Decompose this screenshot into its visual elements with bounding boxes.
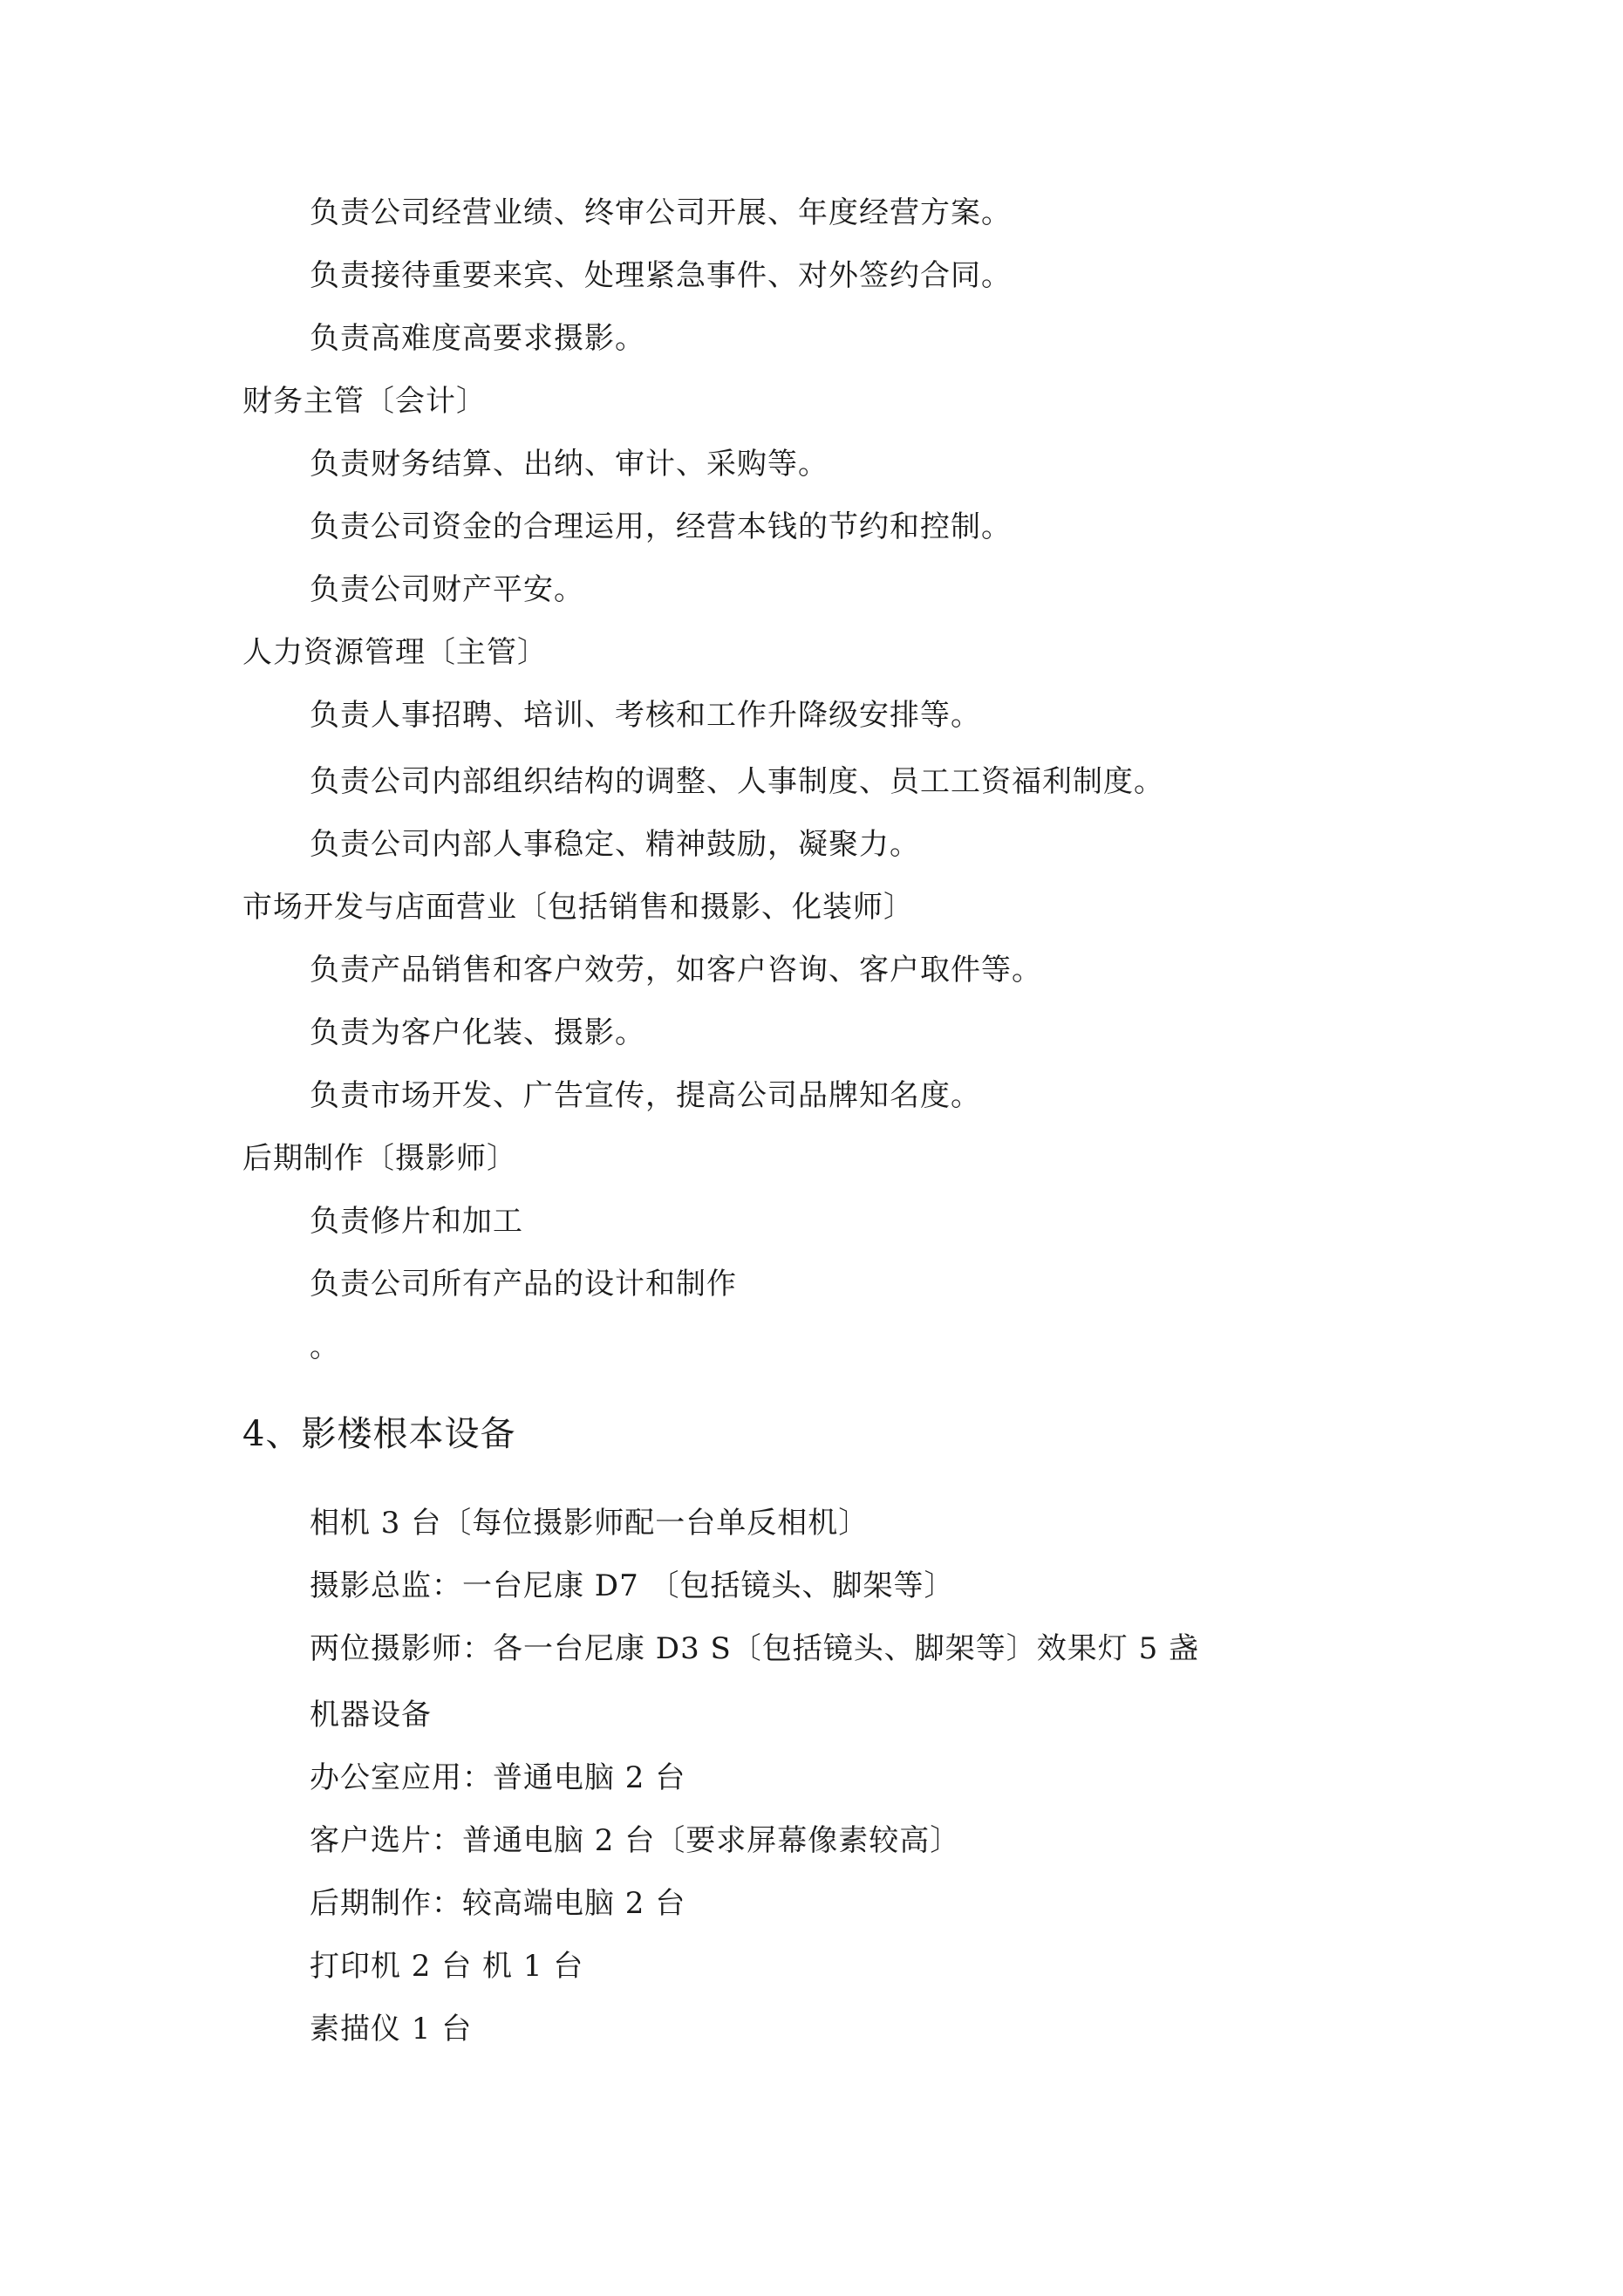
text-line: 负责公司所有产品的设计和制作 <box>310 1267 737 1302</box>
role-heading: 后期制作〔摄影师〕 <box>242 1141 517 1176</box>
equipment-line: 办公室应用：普通电脑 2 台 <box>310 1760 686 1795</box>
equipment-line: 素描仪 1 台 <box>310 2012 473 2047</box>
text-line: 负责财务结算、出纳、审计、采购等。 <box>310 447 829 482</box>
text-line: 负责产品销售和客户效劳，如客户咨询、客户取件等。 <box>310 953 1042 987</box>
equipment-line: 摄影总监：一台尼康 D7 〔包括镜头、脚架等〕 <box>310 1568 955 1603</box>
text-line: 负责公司财产平安。 <box>310 572 584 607</box>
equipment-line: 客户选片：普通电脑 2 台〔要求屏幕像素较高〕 <box>310 1823 961 1858</box>
equipment-line: 机器设备 <box>310 1698 432 1732</box>
text-line: 负责市场开发、广告宣传，提高公司品牌知名度。 <box>310 1078 981 1113</box>
text-line: 负责接待重要来宾、处理紧急事件、对外签约合同。 <box>310 258 1012 293</box>
text-line: 负责修片和加工 <box>310 1204 523 1239</box>
equipment-line: 打印机 2 台 机 1 台 <box>310 1949 584 1984</box>
text-line: 负责公司内部组织结构的调整、人事制度、员工工资福利制度。 <box>310 764 1164 799</box>
text-line: 负责人事招聘、培训、考核和工作升降级安排等。 <box>310 698 981 733</box>
text-line: 负责高难度高要求摄影。 <box>310 321 645 356</box>
equipment-line: 相机 3 台〔每位摄影师配一台单反相机〕 <box>310 1506 869 1541</box>
text-line: 负责为客户化装、摄影。 <box>310 1015 645 1050</box>
section-title: 4、影楼根本设备 <box>242 1414 516 1454</box>
text-line: 负责公司内部人事稳定、精神鼓励，凝聚力。 <box>310 827 920 862</box>
role-heading: 人力资源管理〔主管〕 <box>242 635 548 670</box>
text-line: 负责公司资金的合理运用，经营本钱的节约和控制。 <box>310 509 1012 544</box>
text-line: 负责公司经营业绩、终审公司开展、年度经营方案。 <box>310 195 1012 230</box>
text-line: 。 <box>310 1329 340 1364</box>
role-heading: 财务主管〔会计〕 <box>242 384 487 419</box>
equipment-line: 两位摄影师：各一台尼康 D3 S〔包括镜头、脚架等〕效果灯 5 盏 <box>310 1631 1200 1666</box>
equipment-line: 后期制作：较高端电脑 2 台 <box>310 1886 686 1921</box>
role-heading: 市场开发与店面营业〔包括销售和摄影、化装师〕 <box>242 890 914 925</box>
